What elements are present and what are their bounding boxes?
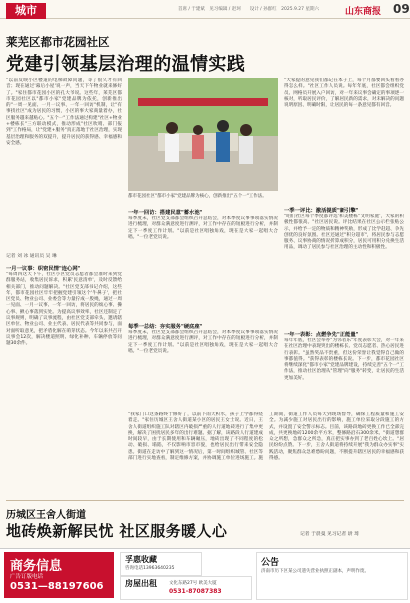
ad4-text: 济南市历下区某公司遗失营业执照正副本，声明作废。: [261, 569, 369, 574]
page-number: 09: [393, 2, 410, 16]
ad2-phone: 咨询电话13963640235: [125, 566, 175, 571]
subhead-4: 一季一评比：激活提质"新引擎": [284, 208, 359, 214]
ad1-sub: 广告订版电话: [10, 574, 44, 580]
section-2-text: 每季度末，社区党支部都会组织召开总结会，对本季度议事事项落实情况进行梳理，对群众满意度进行测评，对工作中存在的短板进行分析，并制定下一季度工作计划。"以前是社区唱独角戏，现在是大家一起唱大合唱。"一位老党员说。: [128, 216, 278, 240]
bottom-byline: 记者 于晨曼 见习记者 尉 琦: [300, 532, 359, 537]
ad3-phone: 0531-87087383: [169, 588, 222, 595]
subhead-1: 一月一议事：织密民情"连心网": [6, 266, 81, 272]
ad3-name: 房屋出租: [125, 579, 157, 588]
section-5-text: 每年年底，社区会举办"为邻者乐"年度表彰大会，对一年来在社区治理中表现突出的楼栋长、党员志愿者、热心居民进行表彰。"虽然奖品不贵重，但这份荣誉让我觉得自己做的事都值得。"获得表彰的楼栋长说。下一步，都市花园社区将继续深化"都市小家"党建品牌建设，持续完善"五个一"工作法，推动社区治理从"管理"向"服务"转变，让居民的生活更加美好。: [284, 338, 404, 381]
top-photo: [128, 78, 278, 191]
ad2-name: 孚惠收藏: [125, 555, 157, 564]
ad-business-info: [4, 552, 114, 598]
ad-notice: [256, 552, 408, 600]
section-1-text: "每周四这天下午，社区小区党员志愿者都会准时来到党群服务站，收集居民诉求，积累'民意清单'，及时反馈给相关部门，推动问题解决。"社区党支部书记介绍，这些年，都市花园社区牢牢把握党建引领这个'牛鼻子'，把社区党员、物业公司、业委会等力量拧成一股绳，通过一周一见面、一月一议事、一年一回访，将居民的烦心事、操心事、揪心事落到实处。为提高议事效率，社区还制定了议事规则，明确了议事流程，由社区党支部牵头，邀请辖区单位、物业公司、业主代表、居民代表等共同参与，面对面听取意见，把矛盾化解在萌芽状态。今年以来共召开议事会12次，解决楼道照明、绿化补种、车辆停放等问题30余件。: [6, 272, 122, 347]
ad1-title: 商务信息: [10, 559, 63, 574]
top-kicker: 莱芜区都市花园社区: [6, 35, 110, 49]
top-photo-caption: 都市花园社区"都市小家"党建品牌为核心，创新推出"五个一"工作法。: [128, 194, 267, 199]
ad-rental: [120, 576, 252, 600]
newspaper-logo: 山东商报: [345, 7, 382, 17]
top-byline: 记者 刘 冰 通讯员 吴 琳: [6, 254, 57, 259]
ad3-addr: 文化东路27号 欧美大厦: [169, 581, 217, 586]
subhead-2: 一年一回访：搭建民意"蓄水池": [128, 210, 203, 216]
ad4-name: 公告: [261, 558, 280, 568]
ad-collection: [120, 552, 202, 576]
header-meta: 首席 / 于建斌 见习编辑 / 赵珂 设计 / 孙群红 2025.9.27 星期六: [178, 7, 319, 12]
subhead-3: 每季一总结：夯实服务"硬底座": [128, 324, 203, 330]
section-tag: 城市: [6, 3, 46, 19]
section-divider: [6, 500, 404, 501]
ad1-phone: 0531—88197606: [10, 581, 104, 592]
bottom-story-text: "我家门口这条路终于修好了，以前下雨天积水，孩子上学都得绕着走。"家住历城区王舍人街道某小区的居民王女士说。近日，王舍人街道组织施工队对辖区内破损严重的人行道地砖进行了集中更换，解决了困扰居民多年的出行难题。据了解，该路段人行道建成时间较早，由于长期使用和车辆碾压，地砖出现了不同程度的松动、破损、塌陷，不仅影响市容市貌，也给居民出行带来安全隐患。街道在走访中了解到这一情况后，第一时间组织城管、社区等部门进行实地查看，制定维修方案，并协调施工单位进场施工。施工期间，街道工作人员每天到现场督导，确保工程质量和施工安全。为减少施工对居民出行的影响，施工单位采取分段施工的方式，并设置了安全警示标志。目前，该路段地砖更换工作已全部完成，共更换地砖1200余平方米，整修路沿石300余米。"街道想群众之所想，急群众之所急，真正把实事办到了老百姓心坎上。"居民纷纷点赞。下一步，王舍人街道将持续开展"我为群众办实事"实践活动，聚焦群众急难愁盼问题，不断提升辖区居民的幸福感和获得感。: [128, 412, 404, 462]
top-right-col: "大家提的意见我们都记在本子上，每个月都要回头看看办得怎么样。"社区工作人员说。每年年底，社区都会组织党员、网格员开展入户回访，对一年来议事会确定的事项逐一核对，听取居民评价，了解居民新的需求，对未解决的问题说明原因、明确时限，让居民的每一条意见都有回音。: [284, 78, 404, 109]
section-4-text: "咱们社区每个季度都评选'和美楼栋''文明家庭'，大家的积极性都很高。"社区居民说。评比结果在社区公示栏张贴公示，并给予一定的物质和精神奖励，形成了比学赶超、争先创优的良好氛围。社区还通过"积分超市"，将居民参与志愿服务、议事协商的情况折算成积分，居民可用积分兑换生活用品，调动了居民参与社区治理的主动性和积极性。: [284, 214, 404, 251]
bottom-kicker: 历城区王舍人街道: [6, 510, 86, 521]
top-intro: "以前反映小区楼道的电梯故障问题，等了很久才有回音；现在通过'幕后小屋'说一声，当天下午物业就来修好了。"家住都市花园小区的孔大爷说。这些年，莱芜区都市花园社区以"都市小家"党建品牌为依托，创新推出的"一周一见面、一月一议事、一年一回访"机制，让"有事找社区"成为居民的习惯，小区的事大家商量着办，社区服务越来越贴心。"五个一"工作法通过构建"社区+物业+楼栋长"三方联动模式，推动形成"社区吹哨、部门报到"工作格局，让"党建+服务"真正落地于社区治理，实现基层治理和服务的双提升，提升居民的获得感、幸福感和安全感。: [6, 78, 122, 146]
top-headline: 党建引领基层治理的温情实践: [6, 54, 246, 75]
subhead-5: 一年一表彰：点燃争先"正能量": [284, 332, 359, 338]
bottom-headline: 地砖焕新解民忧 社区服务暖人心: [6, 522, 228, 540]
section-3-text: 每季度末，社区党支部都会组织召开总结会，对本季度议事事项落实情况进行梳理，对群众满意度进行测评，对工作中存在的短板进行分析，并制定下一季度工作计划。"以前是社区唱独角戏，现在是大家一起唱大合唱。"一位老党员说。: [128, 330, 278, 354]
